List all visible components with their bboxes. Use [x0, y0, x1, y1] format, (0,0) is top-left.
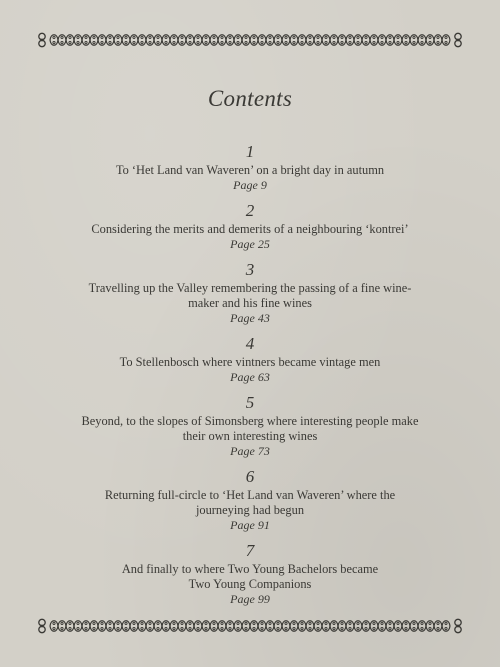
chapter-entry-6	[0, 466, 500, 533]
chapter-description	[0, 222, 500, 237]
chapter-description-line: Beyond, to the slopes of Simonsberg where interesting people make	[81, 414, 419, 428]
chapter-page: Page 43	[230, 311, 270, 325]
chapter-entry-2	[0, 200, 500, 252]
chapter-number: 1	[245, 142, 255, 161]
chapter-description-line: maker and his fine wines	[188, 296, 312, 310]
chapter-description	[0, 163, 500, 178]
top-ornamental-border	[34, 30, 466, 50]
chapter-description	[0, 355, 500, 370]
chapter-entry-3	[0, 259, 500, 326]
chapter-page: Page 73	[230, 444, 270, 458]
chapter-description-line: journeying had begun	[195, 503, 305, 517]
chapter-entry-1	[0, 141, 500, 193]
page-title: Contents	[207, 86, 293, 111]
chapter-description	[0, 281, 500, 311]
chapter-entry-4	[0, 333, 500, 385]
chapter-description-line: To Stellenbosch where vintners became vintage men	[119, 355, 381, 369]
chapter-number: 7	[245, 541, 255, 560]
bottom-ornamental-border	[34, 616, 466, 636]
chapter-description-line: Travelling up the Valley remembering the passing of a fine wine-	[88, 281, 412, 295]
chapter-number: 2	[245, 201, 255, 220]
chapter-description-line: To ‘Het Land van Waveren’ on a bright day in autumn	[115, 163, 385, 177]
chapter-description-line: Returning full-circle to ‘Het Land van Waveren’ where the	[104, 488, 396, 502]
chapter-description	[0, 414, 500, 444]
chapter-page: Page 63	[230, 370, 270, 384]
chapter-number: 5	[245, 393, 255, 412]
chapter-description	[0, 562, 500, 592]
chain-ornament-bottom	[34, 616, 466, 636]
chapter-page: Page 9	[233, 178, 267, 192]
chapter-number: 3	[245, 260, 255, 279]
chapter-description-line: And finally to where Two Young Bachelors became	[121, 562, 379, 576]
chapter-entry-5	[0, 392, 500, 459]
contents-list	[0, 141, 500, 614]
chapter-description-line: their own interesting wines	[182, 429, 318, 443]
chapter-description	[0, 488, 500, 518]
chain-ornament-top	[34, 30, 466, 50]
chapter-page: Page 99	[230, 592, 270, 606]
chapter-entry-7	[0, 540, 500, 607]
chapter-number: 4	[245, 334, 255, 353]
chapter-description-line: Two Young Companions	[188, 577, 312, 591]
chapter-page: Page 91	[230, 518, 270, 532]
chapter-description-line: Considering the merits and demerits of a neighbouring ‘kontrei’	[91, 222, 409, 236]
chapter-page: Page 25	[230, 237, 270, 251]
chapter-number: 6	[245, 467, 255, 486]
